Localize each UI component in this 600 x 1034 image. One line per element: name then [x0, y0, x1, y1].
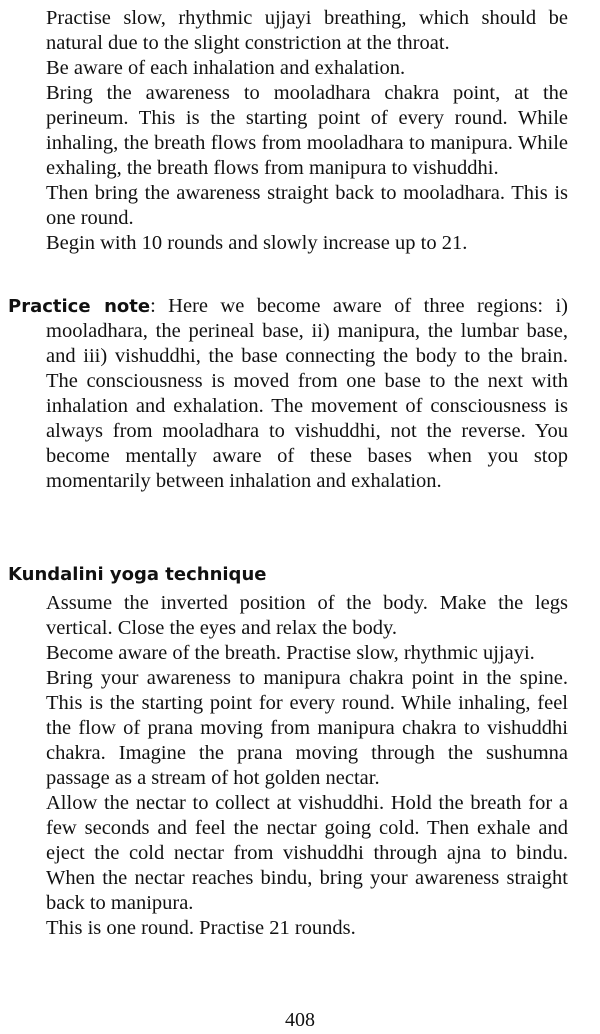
practice-note-label: Practice note	[8, 296, 151, 317]
practice-note-text: : Here we become aware of three regions: i) mooladhara, the perineal base, ii) manipura, the lumbar base, and iii) vishuddhi, the base connecting the body to the brain. The consciousness is moved from one base to the next with inhalation and exhalation. The movement of consciousness is always from mooladhara to vishuddhi, not the reverse. You become mentally aware of these bases when you stop momentarily between inhalation and exhalation.	[46, 295, 568, 492]
paragraph: Bring your awareness to manipura chakra point in the spine. This is the starting point for every round. While inhaling, feel the flow of prana moving from manipura chakra to vishuddhi chakra. Imagine the prana moving through the sushumna passage as a stream of hot golden nectar.	[46, 667, 568, 789]
paragraph: Be aware of each inhalation and exhalation.	[46, 57, 406, 79]
paragraph: Practise slow, rhythmic ujjayi breathing, which should be natural due to the slight constriction at the throat.	[46, 7, 568, 54]
practice-note	[8, 294, 568, 494]
paragraph: Become aware of the breath. Practise slow, rhythmic ujjayi.	[46, 642, 535, 664]
paragraph: Begin with 10 rounds and slowly increase up to 21.	[46, 232, 468, 254]
section-heading: Kundalini yoga technique	[8, 564, 267, 585]
page-number: 408	[285, 1009, 315, 1031]
paragraph: Then bring the awareness straight back to mooladhara. This is one round.	[46, 182, 568, 229]
paragraph: Assume the inverted position of the body. Make the legs vertical. Close the eyes and relax the body.	[46, 592, 568, 639]
paragraph: Bring the awareness to mooladhara chakra point, at the perineum. This is the starting point of every round. While inhaling, the breath flows from mooladhara to manipura. While exhaling, the breath flows from manipura to vishuddhi.	[46, 82, 568, 179]
paragraph: This is one round. Practise 21 rounds.	[46, 917, 356, 939]
kundalini-steps	[46, 591, 568, 941]
paragraph: Allow the nectar to collect at vishuddhi. Hold the breath for a few seconds and feel the nectar going cold. Then exhale and eject the cold nectar from vishuddhi through ajna to bindu. When the nectar reaches bindu, bring your awareness straight back to manipura.	[46, 792, 568, 914]
technique-steps	[46, 6, 568, 256]
